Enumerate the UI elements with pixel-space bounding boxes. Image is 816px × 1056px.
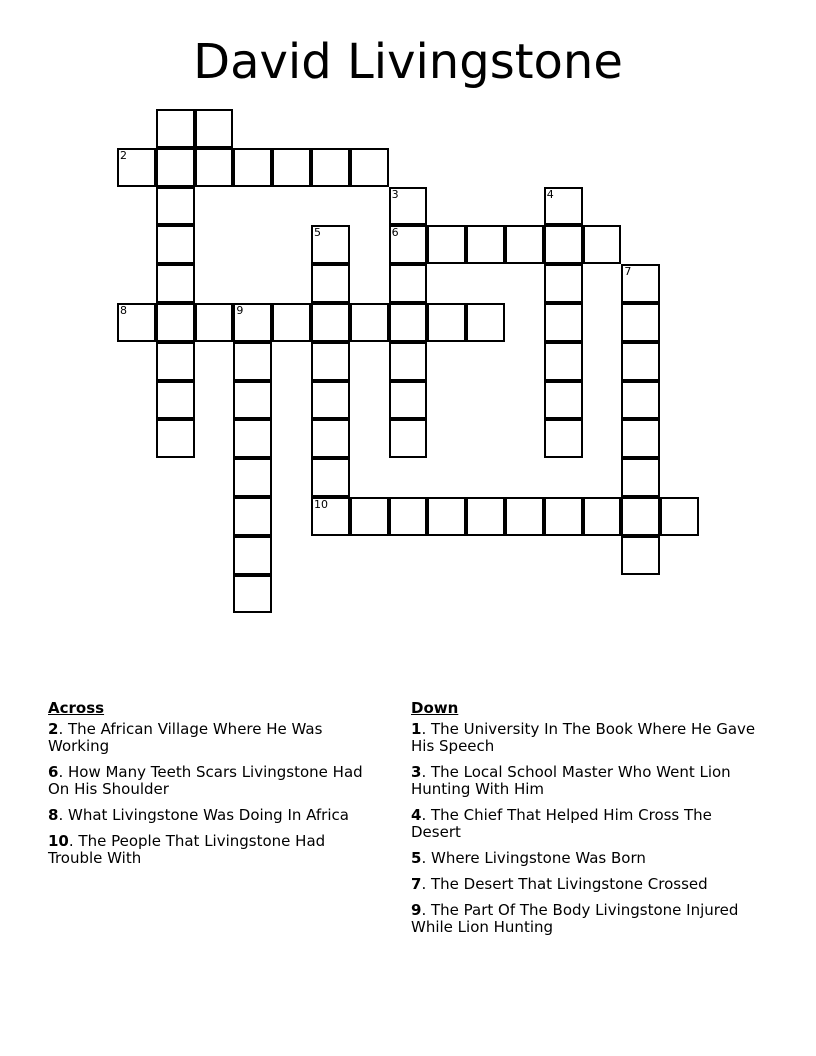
clue-text: The Chief That Helped Him Cross The Desert (411, 806, 712, 841)
grid-cell[interactable] (233, 148, 272, 187)
grid-cell[interactable] (311, 148, 350, 187)
grid-cell[interactable] (117, 148, 156, 187)
clue-number: 5 (411, 849, 422, 867)
clue-down-1: 1. The University In The Book Where He Gave His Speech (411, 720, 756, 755)
clue-number: 2 (48, 720, 59, 738)
grid-cell[interactable] (583, 225, 622, 264)
grid-cell[interactable] (544, 264, 583, 303)
grid-cell[interactable] (544, 342, 583, 381)
grid-cell[interactable] (544, 381, 583, 420)
grid-cell[interactable] (233, 303, 272, 342)
grid-cell[interactable] (156, 381, 195, 420)
cell-number: 2 (120, 148, 127, 162)
grid-cell[interactable] (311, 497, 350, 536)
clue-text: How Many Teeth Scars Livingstone Had On His Shoulder (48, 763, 363, 798)
clue-number: 3 (411, 763, 422, 781)
cell-number: 10 (314, 498, 328, 511)
cell-number: 6 (391, 226, 399, 240)
clue-text: What Livingstone Was Doing In Africa (67, 806, 349, 824)
clue-down-4: 4. The Chief That Helped Him Cross The Desert (411, 806, 712, 841)
cell-number: 5 (314, 226, 321, 240)
grid-cell[interactable] (389, 187, 428, 226)
down-heading: Down (411, 699, 459, 717)
grid-cell[interactable] (117, 303, 156, 342)
grid-cell[interactable] (621, 381, 660, 420)
grid-cell[interactable] (272, 148, 311, 187)
clue-down-7: 7. The Desert That Livingstone Crossed (411, 875, 708, 893)
grid-cell[interactable] (544, 497, 583, 536)
clue-number: 1 (411, 720, 422, 738)
grid-cell[interactable] (427, 497, 466, 536)
grid-cell[interactable] (505, 497, 544, 536)
grid-cell[interactable] (389, 497, 428, 536)
grid-cell[interactable] (544, 187, 583, 226)
across-heading: Across (48, 699, 105, 717)
grid-cell[interactable] (311, 419, 350, 458)
grid-cell[interactable] (272, 303, 311, 342)
grid-cell[interactable] (621, 458, 660, 497)
clue-number: 6 (48, 763, 59, 781)
grid-cell[interactable] (311, 225, 350, 264)
grid-cell[interactable] (195, 303, 234, 342)
grid-cell[interactable] (156, 225, 195, 264)
grid-cell[interactable] (427, 225, 466, 264)
grid-cell[interactable] (233, 458, 272, 497)
grid-cell[interactable] (621, 497, 660, 536)
grid-cell[interactable] (156, 187, 195, 226)
clue-number: 10 (48, 832, 69, 850)
grid-cell[interactable] (233, 381, 272, 420)
grid-cell[interactable] (350, 497, 389, 536)
clue-down-9: 9. The Part Of The Body Livingstone Injured While Lion Hunting (411, 901, 739, 936)
clue-across-6: 6. How Many Teeth Scars Livingstone Had On His Shoulder (48, 763, 363, 798)
clue-down-5: 5. Where Livingstone Was Born (411, 849, 646, 867)
grid-cell[interactable] (311, 458, 350, 497)
clue-text: Where Livingstone Was Born (430, 849, 646, 867)
clue-across-10: 10. The People That Livingstone Had Trouble With (48, 832, 326, 867)
grid-cell[interactable] (195, 109, 234, 148)
grid-cell[interactable] (621, 419, 660, 458)
grid-cell[interactable] (350, 148, 389, 187)
cell-number: 4 (546, 187, 554, 201)
clue-text: The Desert That Livingstone Crossed (430, 875, 708, 893)
cell-number: 9 (236, 304, 244, 317)
grid-cell[interactable] (233, 536, 272, 575)
grid-cell[interactable] (544, 225, 583, 264)
grid-cell[interactable] (466, 303, 505, 342)
cell-number: 7 (624, 265, 632, 279)
clue-number: 9 (411, 901, 422, 919)
across-clues (48, 700, 378, 876)
page-title: David Livingstone (193, 34, 623, 90)
cell-number: 8 (120, 304, 127, 317)
clue-text: The Part Of The Body Livingstone Injured While Lion Hunting (411, 901, 739, 936)
grid-cell[interactable] (505, 225, 544, 264)
grid-cell[interactable] (311, 381, 350, 420)
grid-cell[interactable] (621, 342, 660, 381)
grid-cell[interactable] (233, 419, 272, 458)
grid-cell[interactable] (311, 342, 350, 381)
cell-number: 3 (391, 187, 399, 201)
grid-cell[interactable] (156, 109, 195, 148)
grid-cell[interactable] (233, 497, 272, 536)
grid-cell[interactable] (389, 225, 428, 264)
clue-text: The University In The Book Where He Gave His Speech (411, 720, 756, 755)
grid-cell[interactable] (311, 264, 350, 303)
grid-cell[interactable] (156, 264, 195, 303)
clue-number: 8 (48, 806, 59, 824)
clue-text: The African Village Where He Was Working (48, 720, 323, 755)
grid-cell[interactable] (621, 536, 660, 575)
grid-cell[interactable] (389, 419, 428, 458)
down-clues (411, 700, 761, 945)
grid-cell[interactable] (544, 419, 583, 458)
grid-cell[interactable] (156, 419, 195, 458)
grid-cell[interactable] (583, 497, 622, 536)
clue-text: The Local School Master Who Went Lion Hunting With Him (411, 763, 731, 798)
clue-across-8: 8. What Livingstone Was Doing In Africa (48, 806, 349, 824)
grid-cell[interactable] (350, 303, 389, 342)
grid-cell[interactable] (156, 342, 195, 381)
grid-cell[interactable] (389, 264, 428, 303)
grid-cell[interactable] (233, 342, 272, 381)
clue-number: 7 (411, 875, 422, 893)
grid-cell[interactable] (621, 303, 660, 342)
grid-cell[interactable] (466, 225, 505, 264)
grid-cell[interactable] (156, 148, 195, 187)
grid-cell[interactable] (233, 575, 272, 614)
grid-cell[interactable] (427, 303, 466, 342)
clue-across-2: 2. The African Village Where He Was Working (48, 720, 323, 755)
grid-cell[interactable] (660, 497, 699, 536)
clue-number: 4 (411, 806, 422, 824)
clue-text: The People That Livingstone Had Trouble With (48, 832, 326, 867)
grid-cell[interactable] (389, 342, 428, 381)
grid-cell[interactable] (311, 303, 350, 342)
grid-cell[interactable] (195, 148, 234, 187)
grid-cell[interactable] (389, 303, 428, 342)
grid-cell[interactable] (544, 303, 583, 342)
grid-cell[interactable] (389, 381, 428, 420)
clue-down-3: 3. The Local School Master Who Went Lion Hunting With Him (411, 763, 731, 798)
grid-cell[interactable] (621, 264, 660, 303)
grid-cell[interactable] (156, 303, 195, 342)
grid-cell[interactable] (466, 497, 505, 536)
